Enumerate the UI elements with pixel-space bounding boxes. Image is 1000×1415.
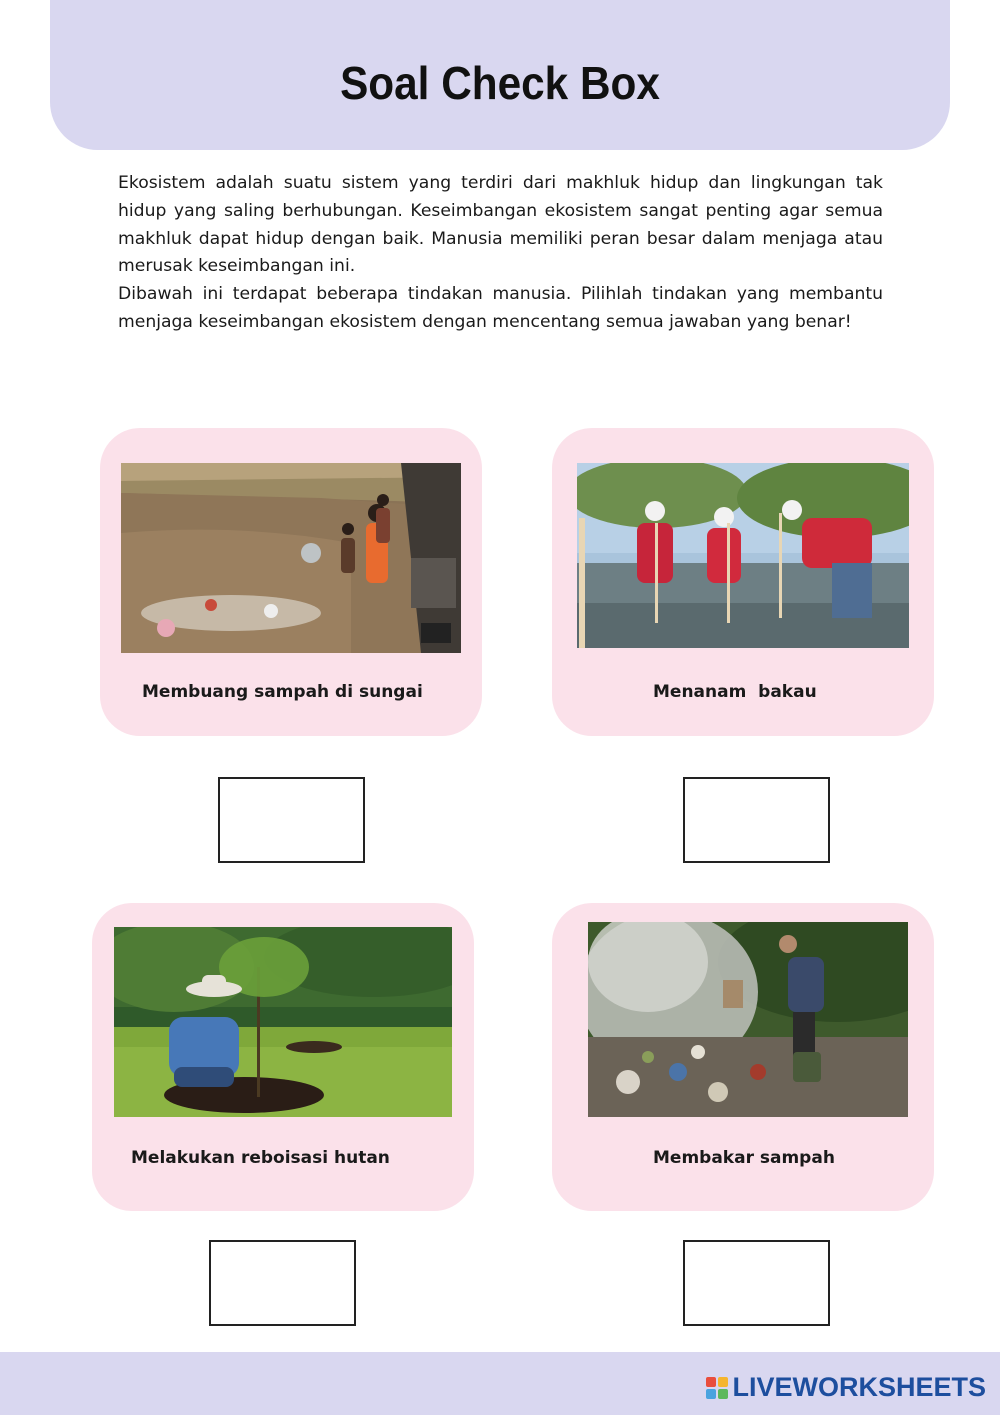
header-banner (50, 0, 950, 150)
liveworksheets-logo-icon (706, 1377, 728, 1399)
checkbox-option-2[interactable] (683, 777, 830, 863)
option-caption: Menanam bakau (653, 682, 817, 702)
instructions-text (118, 170, 883, 337)
mangrove-planting-photo (577, 463, 909, 648)
footer-bar (0, 1352, 1000, 1415)
checkbox-option-4[interactable] (683, 1240, 830, 1326)
checkbox-option-3[interactable] (209, 1240, 356, 1326)
option-card-burning-trash (552, 903, 934, 1211)
option-card-mangrove (552, 428, 934, 736)
burning-trash-photo (588, 922, 908, 1117)
checkbox-option-1[interactable] (218, 777, 365, 863)
liveworksheets-logo[interactable] (706, 1372, 986, 1403)
option-caption: Membakar sampah (653, 1148, 835, 1168)
page-title: Soal Check Box (340, 57, 660, 109)
intro-paragraph: Ekosistem adalah suatu sistem yang terdiri dari makhluk hidup dan lingkungan tak hidup yang saling berhubungan. Keseimbangan ekosistem sangat penting agar semua makhluk dapat hidup dengan baik. Manusia memiliki peran besar dalam menjaga atau merusak keseimbangan ini. (118, 173, 883, 277)
reforestation-photo (114, 927, 452, 1117)
brand-name: LIVEWORKSHEETS (732, 1372, 986, 1402)
instruction-paragraph: Dibawah ini terdapat beberapa tindakan manusia. Pilihlah tindakan yang membantu menjaga keseimbangan ekosistem dengan mencentang semua jawaban yang benar! (118, 284, 883, 332)
option-card-reforestation (92, 903, 474, 1211)
option-card-river-trash (100, 428, 482, 736)
option-caption: Membuang sampah di sungai (142, 682, 423, 702)
river-trash-photo (121, 463, 461, 653)
option-caption: Melakukan reboisasi hutan (131, 1148, 390, 1168)
